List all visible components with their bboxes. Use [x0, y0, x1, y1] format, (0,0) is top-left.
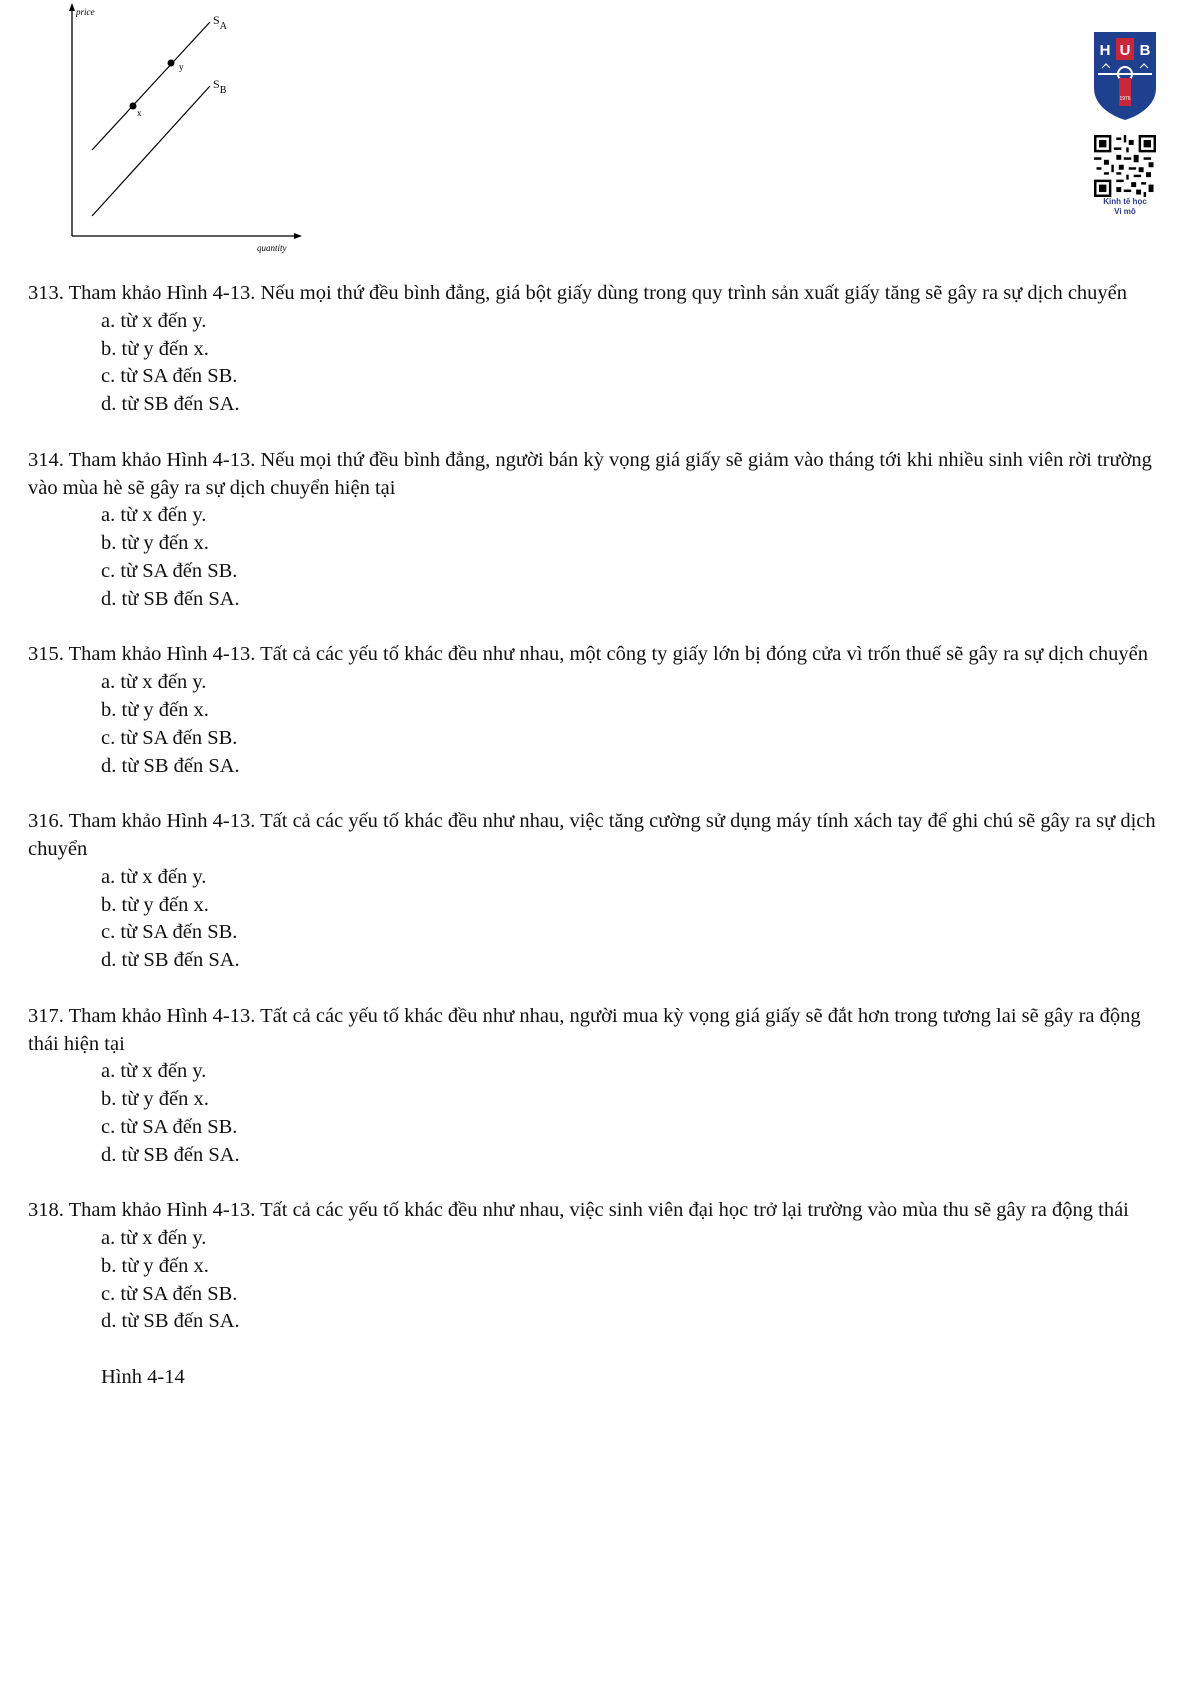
question-stem: 314. Tham khảo Hình 4-13. Nếu mọi thứ đều bình đẳng, người bán kỳ vọng giá giấy sẽ giảm vào tháng tới khi nhiều sinh viên rời trường vào mùa hè sẽ gây ra sự dịch chuyển hiện tại	[28, 448, 1152, 499]
logo-caption-line1: Kinh tế học	[1103, 197, 1147, 206]
option-d: d. từ SB đến SA.	[101, 949, 240, 972]
option-d: d. từ SB đến SA.	[101, 1310, 240, 1333]
option-a: a. từ x đến y.	[101, 1227, 207, 1250]
option-b: b. từ y đến x.	[101, 698, 209, 721]
option-c: c. từ SA đến SB.	[101, 1282, 238, 1305]
option-d: d. từ SB đến SA.	[101, 587, 240, 610]
question-313	[28, 280, 1168, 419]
option-b: b. từ y đến x.	[101, 532, 209, 555]
question-stem: 318. Tham khảo Hình 4-13. Tất cả các yếu tố khác đều như nhau, việc sinh viên đại học trở lại trường vào mùa thu sẽ gây ra động thái	[28, 1199, 1129, 1222]
supply-curve-b	[92, 86, 210, 216]
option-a: a. từ x đến y.	[101, 1060, 207, 1083]
option-a: a. từ x đến y.	[101, 671, 207, 694]
logo-year: 1976	[1119, 96, 1131, 102]
supply-chart	[60, 0, 320, 260]
logo-letter-u: U	[1119, 42, 1131, 59]
question-stem: 317. Tham khảo Hình 4-13. Tất cả các yếu tố khác đều như nhau, người mua kỳ vọng giá giấy sẽ đắt hơn trong tương lai sẽ gây ra động thái hiện tại	[28, 1004, 1141, 1055]
y-axis-arrow	[69, 3, 75, 11]
logo-caption-line2: Vi mô	[1114, 207, 1136, 216]
option-d: d. từ SB đến SA.	[101, 393, 240, 416]
question-314	[28, 447, 1168, 614]
option-a: a. từ x đến y.	[101, 865, 207, 888]
supply-figure	[60, 0, 320, 260]
point-x	[130, 103, 137, 110]
supply-curve-a-label: $S_A$	[213, 13, 227, 32]
option-a: a. từ x đến y.	[101, 504, 207, 527]
option-b: b. từ y đến x.	[101, 1254, 209, 1277]
point-y-label: y	[179, 62, 184, 72]
option-b: b. từ y đến x.	[101, 337, 209, 360]
point-x-label: x	[137, 108, 142, 118]
logo-letter-b: B	[1139, 42, 1151, 59]
option-c: c. từ SA đến SB.	[101, 1115, 238, 1138]
point-y	[168, 60, 175, 67]
question-318	[28, 1197, 1168, 1336]
question-stem: 315. Tham khảo Hình 4-13. Tất cả các yếu tố khác đều như nhau, một công ty giấy lớn bị đóng cửa vì trốn thuế sẽ gây ra sự dịch chuyển	[28, 643, 1148, 666]
option-c: c. từ SA đến SB.	[101, 365, 238, 388]
logo-letter-h: H	[1099, 42, 1111, 59]
qr-code-icon	[1094, 135, 1156, 197]
hub-logo	[1092, 30, 1158, 122]
option-b: b. từ y đến x.	[101, 1088, 209, 1111]
option-c: c. từ SA đến SB.	[101, 559, 238, 582]
question-315	[28, 641, 1168, 780]
x-axis-label: quantity	[257, 243, 287, 253]
option-d: d. từ SB đến SA.	[101, 754, 240, 777]
supply-curve-b-label: $S_B$	[213, 77, 227, 96]
supply-curve-a	[92, 22, 210, 150]
next-figure-label: Hình 4-14	[101, 1366, 185, 1389]
question-317	[28, 1003, 1168, 1170]
option-d: d. từ SB đến SA.	[101, 1143, 240, 1166]
question-list	[28, 280, 1168, 1392]
question-stem: 313. Tham khảo Hình 4-13. Nếu mọi thứ đều bình đẳng, giá bột giấy dùng trong quy trình sản xuất giấy tăng sẽ gây ra sự dịch chuyển	[28, 282, 1128, 304]
option-b: b. từ y đến x.	[101, 893, 209, 916]
question-316	[28, 808, 1168, 975]
question-stem: 316. Tham khảo Hình 4-13. Tất cả các yếu tố khác đều như nhau, việc tăng cường sử dụng máy tính xách tay để ghi chú sẽ gây ra sự dịch chuyển	[28, 810, 1156, 860]
y-axis-label: price	[76, 7, 95, 17]
option-a: a. từ x đến y.	[101, 309, 207, 332]
x-axis-arrow	[294, 233, 302, 239]
option-c: c. từ SA đến SB.	[101, 921, 238, 944]
logo-block	[1085, 30, 1165, 217]
option-c: c. từ SA đến SB.	[101, 726, 238, 749]
